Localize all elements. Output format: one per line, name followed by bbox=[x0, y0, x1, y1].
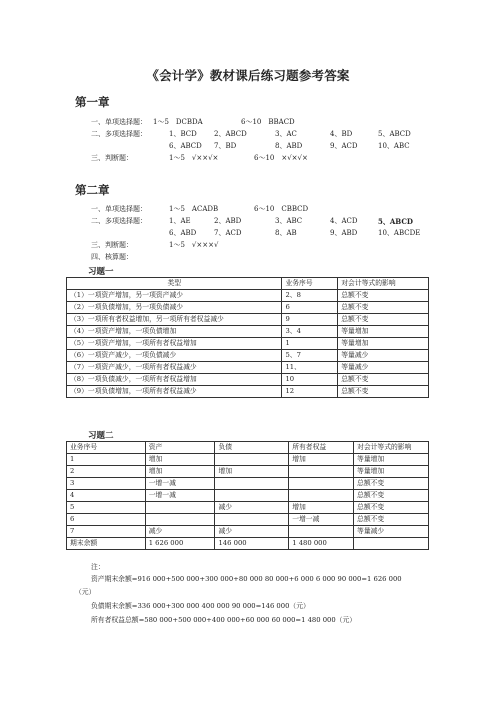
ch2-single-answers-b: 6～10 CBBCD bbox=[254, 205, 309, 213]
ch1-single-answers-b: 6～10 BBACD bbox=[241, 118, 295, 126]
table-cell: 146 000 bbox=[215, 538, 289, 550]
table-cell: 减少 bbox=[215, 526, 289, 538]
ch1-multi-item: 4、BD bbox=[330, 130, 353, 138]
table-cell: 一增一减 bbox=[145, 490, 215, 502]
ch2-calc-label: 四、核算题： bbox=[91, 253, 133, 261]
exercise-2-heading: 习题二 bbox=[88, 431, 114, 441]
table-row bbox=[67, 502, 429, 514]
table-cell: 11、 bbox=[282, 362, 338, 374]
table-cell bbox=[145, 514, 215, 526]
table-header-cell: 业务序号 bbox=[282, 278, 338, 290]
ch2-single-answers-a: 1～5 ACADB bbox=[169, 205, 219, 213]
table-cell: 总额不变 bbox=[354, 478, 429, 490]
table-cell: 等量减少 bbox=[338, 362, 429, 374]
ch2-multi-item: 9、ABD bbox=[330, 229, 358, 237]
table-row bbox=[67, 350, 429, 362]
ch1-multi-item: 5、ABCD bbox=[378, 130, 411, 138]
table-cell: （5）一项资产增加，一项所有者权益增加 bbox=[67, 338, 282, 350]
table-cell: （8）一项负债减少，一项所有者权益增加 bbox=[67, 374, 282, 386]
table-row bbox=[67, 338, 429, 350]
notes-label: 注： bbox=[91, 563, 105, 571]
table-cell: 一增一减 bbox=[289, 514, 354, 526]
table-row bbox=[67, 386, 429, 398]
ch1-judge-answers-a: 1～5 √××√× bbox=[169, 154, 219, 162]
table-cell bbox=[215, 490, 289, 502]
table-cell: 总额不变 bbox=[338, 386, 429, 398]
exercise-2-table bbox=[66, 441, 429, 550]
table-row bbox=[67, 490, 429, 502]
table-row bbox=[67, 526, 429, 538]
table-header-cell: 业务序号 bbox=[67, 442, 146, 454]
table-header-row bbox=[67, 442, 429, 454]
table-cell: 等量增加 bbox=[338, 338, 429, 350]
ch1-judge-label: 三、判断题： bbox=[91, 154, 133, 162]
table-cell: 3、4 bbox=[282, 326, 338, 338]
table-cell: （4）一项资产增加，一项负债增加 bbox=[67, 326, 282, 338]
ch1-multi-item: 3、AC bbox=[275, 130, 297, 138]
ch2-multi-item: 7、ACD bbox=[214, 229, 242, 237]
chapter-2-heading: 第二章 bbox=[75, 183, 110, 197]
ch2-judge-label: 三、判断题： bbox=[91, 241, 133, 249]
table-cell: 5、7 bbox=[282, 350, 338, 362]
ch2-multi-item: 10、ABCDE bbox=[378, 229, 421, 237]
table-header-cell: 负债 bbox=[215, 442, 289, 454]
table-cell bbox=[215, 454, 289, 466]
table-row bbox=[67, 478, 429, 490]
ch2-multi-item: 4、ACD bbox=[330, 217, 358, 225]
table-row bbox=[67, 362, 429, 374]
table-cell: 增加 bbox=[289, 502, 354, 514]
ch2-multi-item: 1、AE bbox=[169, 217, 191, 225]
ch2-multi-item: 3、ABC bbox=[275, 217, 303, 225]
table-cell: 增加 bbox=[289, 454, 354, 466]
table-cell: 等量增加 bbox=[354, 454, 429, 466]
table-header-cell: 类型 bbox=[67, 278, 282, 290]
document-title: 《会计学》教材课后练习题参考答案 bbox=[146, 68, 350, 83]
table-cell: 总额不变 bbox=[338, 314, 429, 326]
table-cell: 1 480 000 bbox=[289, 538, 354, 550]
table-cell: 等量减少 bbox=[354, 526, 429, 538]
ch1-single-label: 一、单项选择题： bbox=[91, 118, 147, 126]
ch1-multi-label: 二、多项选择题： bbox=[91, 130, 147, 138]
table-cell: 9 bbox=[282, 314, 338, 326]
table-cell: 增加 bbox=[215, 466, 289, 478]
table-cell: 4 bbox=[67, 490, 146, 502]
ch1-multi-item: 9、ACD bbox=[330, 142, 358, 150]
table-row bbox=[67, 302, 429, 314]
table-cell: 3 bbox=[67, 478, 146, 490]
table-cell: 增加 bbox=[145, 466, 215, 478]
table-header-cell: 资产 bbox=[145, 442, 215, 454]
table-row bbox=[67, 454, 429, 466]
chapter-1-heading: 第一章 bbox=[75, 95, 110, 109]
ch1-multi-item: 2、ABCD bbox=[214, 130, 247, 138]
table-cell: 总额不变 bbox=[354, 514, 429, 526]
asset-balance-note: 资产期末余额=916 000+500 000+300 000+80 000 80 000+6 000 6 000 90 000=1 626 000 bbox=[91, 575, 402, 583]
table-cell: 总额不变 bbox=[338, 302, 429, 314]
ch1-multi-item: 6、ABCD bbox=[169, 142, 202, 150]
table-cell: 总额不变 bbox=[354, 502, 429, 514]
table-cell: 总额不变 bbox=[338, 290, 429, 302]
table-cell: 1 bbox=[67, 454, 146, 466]
table-cell bbox=[289, 478, 354, 490]
ch1-multi-item: 1、BCD bbox=[169, 130, 197, 138]
table-cell: 6 bbox=[282, 302, 338, 314]
table-row bbox=[67, 374, 429, 386]
table-cell: （9）一项负债增加，一项所有者权益减少 bbox=[67, 386, 282, 398]
table-cell: 10 bbox=[282, 374, 338, 386]
table-cell bbox=[289, 466, 354, 478]
table-row bbox=[67, 314, 429, 326]
table-cell: 等量增加 bbox=[354, 466, 429, 478]
table-row bbox=[67, 326, 429, 338]
table-cell bbox=[289, 526, 354, 538]
ch2-judge-answers-a: 1～5 √×××√ bbox=[169, 241, 219, 249]
table-header-cell: 所有者权益 bbox=[289, 442, 354, 454]
exercise-1-table bbox=[66, 277, 429, 398]
table-cell: 6 bbox=[67, 514, 146, 526]
table-cell: （6）一项资产减少，一项负债减少 bbox=[67, 350, 282, 362]
ch1-judge-answers-b: 6～10 ×√×√× bbox=[254, 154, 308, 162]
table-cell: 2 bbox=[67, 466, 146, 478]
table-row bbox=[67, 290, 429, 302]
equity-balance-note: 所有者权益总额=580 000+500 000+400 000+60 000 60 000=1 480 000（元） bbox=[91, 616, 357, 624]
table-header-cell: 对会计等式的影响 bbox=[354, 442, 429, 454]
table-cell: 增加 bbox=[145, 454, 215, 466]
table-cell: 等量减少 bbox=[338, 350, 429, 362]
table-cell: 2、8 bbox=[282, 290, 338, 302]
table-cell: 7 bbox=[67, 526, 146, 538]
table-cell: （7）一项资产减少，一项所有者权益减少 bbox=[67, 362, 282, 374]
ch2-multi-item: 5、ABCD bbox=[378, 217, 413, 226]
liability-balance-note: 负债期末余额=336 000+300 000 400 000 90 000=146 000（元） bbox=[91, 602, 310, 610]
table-cell: 1 626 000 bbox=[145, 538, 215, 550]
ch1-multi-item: 8、ABD bbox=[275, 142, 303, 150]
table-cell: 期末余额 bbox=[67, 538, 146, 550]
ch1-multi-item: 10、ABC bbox=[378, 142, 410, 150]
table-cell: 等量增加 bbox=[338, 326, 429, 338]
table-cell: 一增一减 bbox=[145, 478, 215, 490]
ch1-single-answers-a: 1～5 DCBDA bbox=[153, 118, 203, 126]
exercise-1-heading: 习题一 bbox=[88, 267, 114, 277]
ch1-multi-item: 7、BD bbox=[214, 142, 237, 150]
table-cell: 12 bbox=[282, 386, 338, 398]
table-cell: （3）一项所有者权益增加，另一项所有者权益减少 bbox=[67, 314, 282, 326]
ch2-multi-item: 2、ABD bbox=[214, 217, 242, 225]
ch2-multi-label: 二、多项选择题： bbox=[91, 217, 147, 225]
table-cell: 5 bbox=[67, 502, 146, 514]
table-row bbox=[67, 514, 429, 526]
table-header-cell: 对会计等式的影响 bbox=[338, 278, 429, 290]
table-cell: 减少 bbox=[215, 502, 289, 514]
table-cell bbox=[354, 538, 429, 550]
table-header-row bbox=[67, 278, 429, 290]
table-cell: （1）一项资产增加，另一项资产减少 bbox=[67, 290, 282, 302]
ch2-multi-item: 8、AB bbox=[275, 229, 297, 237]
ch2-single-label: 一、单项选择题： bbox=[91, 205, 147, 213]
table-cell bbox=[215, 514, 289, 526]
table-row bbox=[67, 538, 429, 550]
table-cell: 总额不变 bbox=[354, 490, 429, 502]
asset-balance-note-unit: （元） bbox=[75, 588, 96, 596]
table-cell: 1 bbox=[282, 338, 338, 350]
table-cell: （2）一项负债增加，另一项负债减少 bbox=[67, 302, 282, 314]
table-cell bbox=[145, 502, 215, 514]
ch2-multi-item: 6、ABD bbox=[169, 229, 197, 237]
table-cell: 减少 bbox=[145, 526, 215, 538]
table-cell bbox=[215, 478, 289, 490]
table-cell: 总额不变 bbox=[338, 374, 429, 386]
table-row bbox=[67, 466, 429, 478]
table-cell bbox=[289, 490, 354, 502]
